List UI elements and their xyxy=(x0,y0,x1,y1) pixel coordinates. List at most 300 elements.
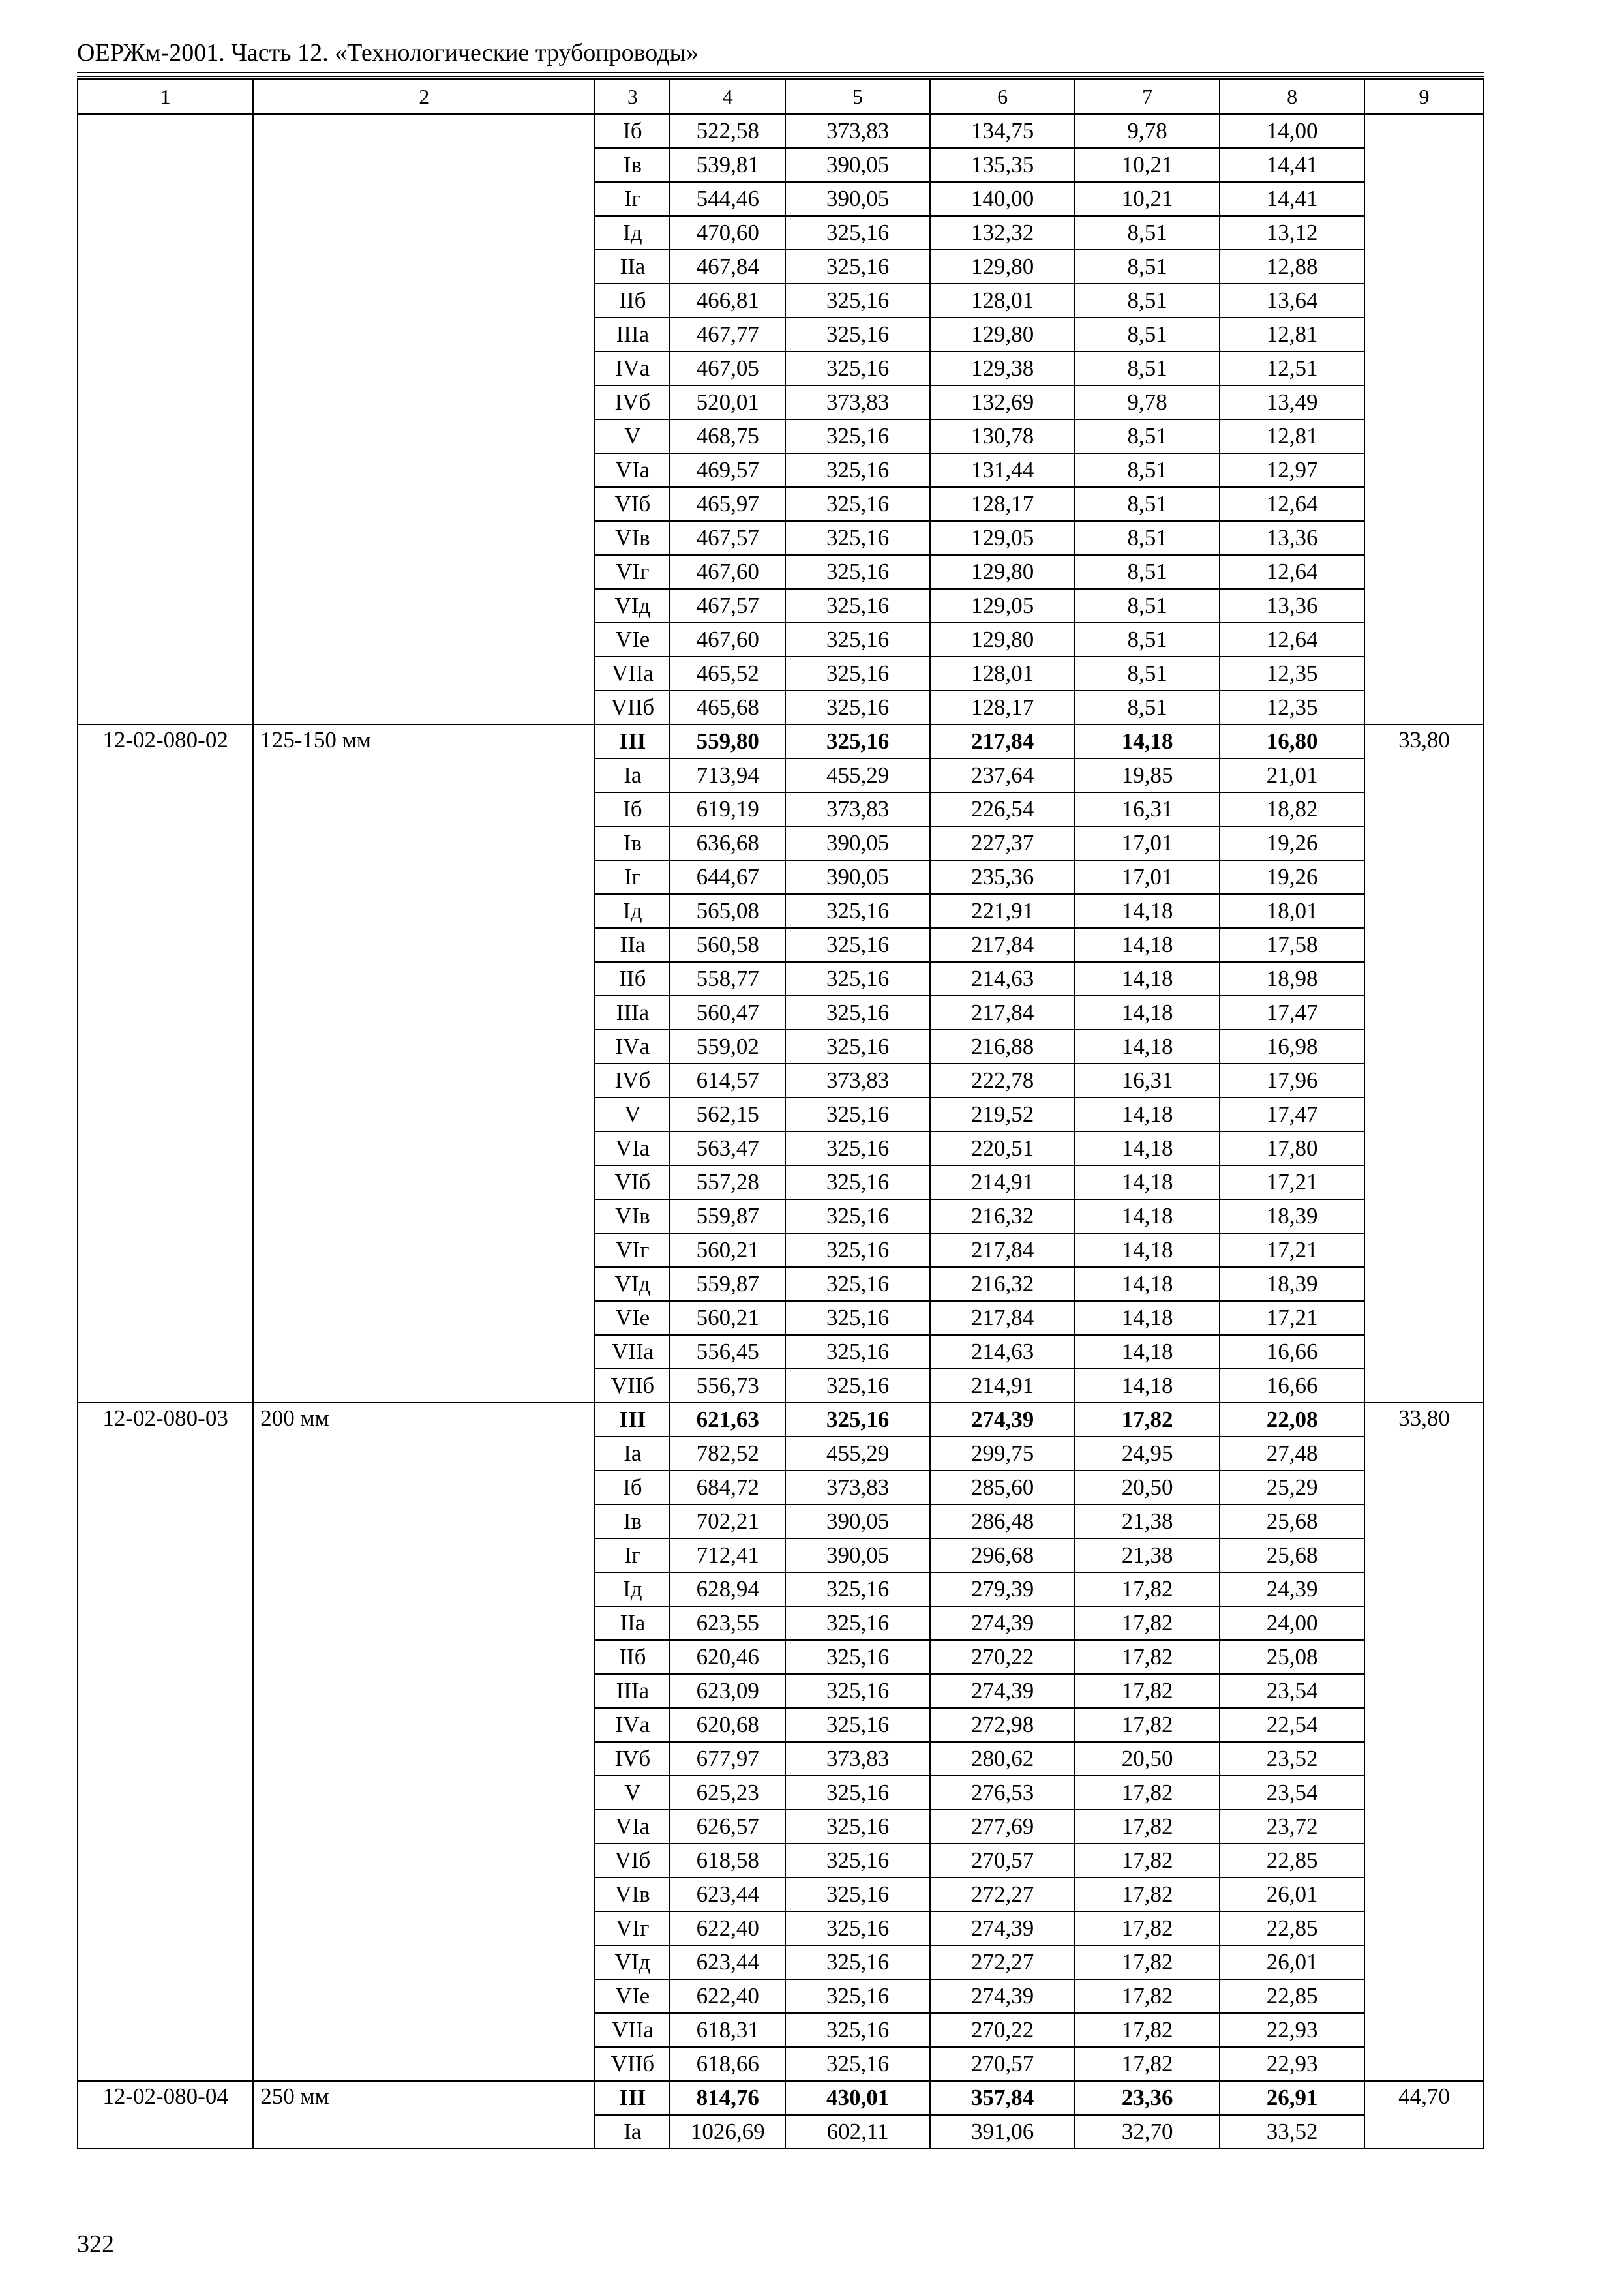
value-cell: 470,60 xyxy=(670,216,785,250)
value-cell: 17,82 xyxy=(1075,1674,1220,1708)
value-cell: 128,01 xyxy=(930,284,1075,318)
value-cell: 17,47 xyxy=(1220,1098,1364,1131)
value-cell: 560,47 xyxy=(670,996,785,1030)
table-row xyxy=(78,725,1484,758)
value-cell: 299,75 xyxy=(930,1437,1075,1471)
zone-cell: IIIа xyxy=(595,996,670,1030)
rate-code xyxy=(78,114,253,725)
value-cell: 132,69 xyxy=(930,385,1075,419)
value-cell: 131,44 xyxy=(930,453,1075,487)
zone-cell: IVа xyxy=(595,352,670,385)
pipe-diameter: 125-150 мм xyxy=(253,725,595,1403)
value-cell: 623,44 xyxy=(670,1878,785,1911)
value-cell: 129,80 xyxy=(930,555,1075,589)
value-cell: 21,38 xyxy=(1075,1504,1220,1538)
value-cell: 390,05 xyxy=(785,860,930,894)
table-row xyxy=(78,2081,1484,2115)
zone-cell: VIд xyxy=(595,1945,670,1979)
column-number: 1 xyxy=(78,79,253,114)
zone-cell: IIб xyxy=(595,1640,670,1674)
value-cell: 17,96 xyxy=(1220,1064,1364,1098)
value-cell: 17,82 xyxy=(1075,1844,1220,1878)
value-cell: 325,16 xyxy=(785,284,930,318)
value-cell: 17,82 xyxy=(1075,1945,1220,1979)
value-cell: 286,48 xyxy=(930,1504,1075,1538)
value-cell: 274,39 xyxy=(930,1979,1075,2013)
value-cell: 625,23 xyxy=(670,1776,785,1810)
value-cell: 562,15 xyxy=(670,1098,785,1131)
value-cell: 14,18 xyxy=(1075,725,1220,758)
zone-cell: IVб xyxy=(595,1742,670,1776)
zone-cell: VIв xyxy=(595,521,670,555)
value-cell: 22,54 xyxy=(1220,1708,1364,1742)
value-cell: 8,51 xyxy=(1075,589,1220,623)
value-cell: 10,21 xyxy=(1075,148,1220,182)
value-cell: 237,64 xyxy=(930,758,1075,792)
value-cell: 14,18 xyxy=(1075,1369,1220,1403)
zone-cell: IIб xyxy=(595,284,670,318)
value-cell: 325,16 xyxy=(785,250,930,284)
value-cell: 522,58 xyxy=(670,114,785,148)
value-cell: 558,77 xyxy=(670,962,785,996)
value-cell: 13,36 xyxy=(1220,521,1364,555)
value-cell: 274,39 xyxy=(930,1403,1075,1437)
value-cell: 14,18 xyxy=(1075,1233,1220,1267)
zone-cell: III xyxy=(595,1403,670,1437)
zone-cell: VIе xyxy=(595,623,670,657)
zone-cell: IIа xyxy=(595,1606,670,1640)
value-cell: 8,51 xyxy=(1075,657,1220,691)
value-cell: 21,38 xyxy=(1075,1538,1220,1572)
value-cell: 33,52 xyxy=(1220,2115,1364,2149)
zone-cell: VIе xyxy=(595,1979,670,2013)
value-cell: 14,18 xyxy=(1075,1199,1220,1233)
value-cell: 702,21 xyxy=(670,1504,785,1538)
zone-cell: VIе xyxy=(595,1301,670,1335)
value-cell: 132,32 xyxy=(930,216,1075,250)
value-cell: 9,78 xyxy=(1075,114,1220,148)
value-cell: 12,35 xyxy=(1220,691,1364,725)
value-cell: 16,80 xyxy=(1220,725,1364,758)
value-cell: 8,51 xyxy=(1075,623,1220,657)
page-number: 322 xyxy=(77,2230,114,2258)
value-cell: 129,80 xyxy=(930,623,1075,657)
value-cell: 25,08 xyxy=(1220,1640,1364,1674)
zone-cell: IIб xyxy=(595,962,670,996)
value-cell: 214,63 xyxy=(930,1335,1075,1369)
value-cell: 325,16 xyxy=(785,725,930,758)
value-cell: 27,48 xyxy=(1220,1437,1364,1471)
zone-cell: Iг xyxy=(595,182,670,216)
value-cell: 134,75 xyxy=(930,114,1075,148)
value-cell: 559,02 xyxy=(670,1030,785,1064)
zone-cell: Iа xyxy=(595,1437,670,1471)
zone-cell: VIд xyxy=(595,1267,670,1301)
value-cell: 14,18 xyxy=(1075,894,1220,928)
pipe-diameter: 200 мм xyxy=(253,1403,595,2081)
value-cell: 214,91 xyxy=(930,1165,1075,1199)
value-cell: 618,58 xyxy=(670,1844,785,1878)
value-cell: 274,39 xyxy=(930,1606,1075,1640)
value-cell: 276,53 xyxy=(930,1776,1075,1810)
zone-cell: Iг xyxy=(595,860,670,894)
value-cell: 23,52 xyxy=(1220,1742,1364,1776)
value-cell: 16,31 xyxy=(1075,1064,1220,1098)
column-number: 4 xyxy=(670,79,785,114)
value-cell: 129,05 xyxy=(930,589,1075,623)
value-cell: 24,39 xyxy=(1220,1572,1364,1606)
zone-cell: IVа xyxy=(595,1708,670,1742)
value-cell: 10,21 xyxy=(1075,182,1220,216)
zone-cell: IIа xyxy=(595,928,670,962)
value-cell: 25,29 xyxy=(1220,1471,1364,1504)
value-cell: 22,08 xyxy=(1220,1403,1364,1437)
value-cell: 469,57 xyxy=(670,453,785,487)
value-cell: 270,22 xyxy=(930,2013,1075,2047)
value-cell: 325,16 xyxy=(785,1131,930,1165)
value-cell: 325,16 xyxy=(785,1911,930,1945)
value-cell: 8,51 xyxy=(1075,555,1220,589)
value-cell: 325,16 xyxy=(785,1267,930,1301)
value-cell: 226,54 xyxy=(930,792,1075,826)
zone-cell: Iа xyxy=(595,2115,670,2149)
value-cell: 23,54 xyxy=(1220,1776,1364,1810)
value-cell: 17,01 xyxy=(1075,826,1220,860)
value-cell: 8,51 xyxy=(1075,216,1220,250)
value-cell: 280,62 xyxy=(930,1742,1075,1776)
value-cell: 325,16 xyxy=(785,1572,930,1606)
value-cell: 17,58 xyxy=(1220,928,1364,962)
column-number: 9 xyxy=(1364,79,1484,114)
value-cell: 12,64 xyxy=(1220,555,1364,589)
value-cell: 467,60 xyxy=(670,555,785,589)
value-cell: 325,16 xyxy=(785,657,930,691)
pipe-diameter xyxy=(253,114,595,725)
value-cell: 23,36 xyxy=(1075,2081,1220,2115)
page-header-title: ОЕРЖм-2001. Часть 12. «Технологические трубопроводы» xyxy=(77,39,699,67)
value-cell: 325,16 xyxy=(785,589,930,623)
value-cell: 559,87 xyxy=(670,1199,785,1233)
value-cell: 9,78 xyxy=(1075,385,1220,419)
value-cell: 390,05 xyxy=(785,826,930,860)
value-cell: 14,18 xyxy=(1075,928,1220,962)
value-cell: 325,16 xyxy=(785,894,930,928)
value-cell: 644,67 xyxy=(670,860,785,894)
value-cell: 17,82 xyxy=(1075,1708,1220,1742)
value-cell: 455,29 xyxy=(785,758,930,792)
value-cell: 325,16 xyxy=(785,623,930,657)
value-cell: 279,39 xyxy=(930,1572,1075,1606)
value-cell: 602,11 xyxy=(785,2115,930,2149)
value-cell: 217,84 xyxy=(930,1233,1075,1267)
value-cell: 373,83 xyxy=(785,1742,930,1776)
value-cell: 18,39 xyxy=(1220,1199,1364,1233)
value-cell: 465,68 xyxy=(670,691,785,725)
value-cell: 325,16 xyxy=(785,1945,930,1979)
zone-cell: VIв xyxy=(595,1878,670,1911)
zone-cell: VIIа xyxy=(595,1335,670,1369)
value-cell: 270,57 xyxy=(930,1844,1075,1878)
value-cell: 25,68 xyxy=(1220,1504,1364,1538)
value-cell: 622,40 xyxy=(670,1979,785,2013)
zone-cell: Iб xyxy=(595,114,670,148)
value-cell: 8,51 xyxy=(1075,250,1220,284)
value-cell: 23,72 xyxy=(1220,1810,1364,1844)
value-cell: 684,72 xyxy=(670,1471,785,1504)
zone-cell: IVб xyxy=(595,385,670,419)
value-cell: 455,29 xyxy=(785,1437,930,1471)
value-cell: 18,39 xyxy=(1220,1267,1364,1301)
value-cell: 272,27 xyxy=(930,1878,1075,1911)
value-cell: 17,82 xyxy=(1075,1979,1220,2013)
zone-cell: VIIб xyxy=(595,691,670,725)
value-cell: 227,37 xyxy=(930,826,1075,860)
value-cell: 325,16 xyxy=(785,1844,930,1878)
value-cell: 373,83 xyxy=(785,114,930,148)
value-cell: 270,57 xyxy=(930,2047,1075,2081)
value-cell: 18,98 xyxy=(1220,962,1364,996)
value-cell: 618,31 xyxy=(670,2013,785,2047)
value-cell: 22,85 xyxy=(1220,1979,1364,2013)
value-cell: 14,18 xyxy=(1075,1131,1220,1165)
value-cell: 373,83 xyxy=(785,1471,930,1504)
value-cell: 26,01 xyxy=(1220,1878,1364,1911)
value-cell: 636,68 xyxy=(670,826,785,860)
value-cell: 17,82 xyxy=(1075,1776,1220,1810)
zone-cell: Iа xyxy=(595,758,670,792)
zone-cell: VIг xyxy=(595,555,670,589)
value-cell: 17,21 xyxy=(1220,1301,1364,1335)
value-cell: 622,40 xyxy=(670,1911,785,1945)
value-cell: 557,28 xyxy=(670,1165,785,1199)
value-cell: 325,16 xyxy=(785,216,930,250)
column-number: 2 xyxy=(253,79,595,114)
value-cell: 390,05 xyxy=(785,148,930,182)
value-cell: 274,39 xyxy=(930,1911,1075,1945)
value-cell: 373,83 xyxy=(785,1064,930,1098)
zone-cell: VIIб xyxy=(595,1369,670,1403)
value-cell: 19,26 xyxy=(1220,826,1364,860)
value-cell: 19,85 xyxy=(1075,758,1220,792)
value-cell: 14,18 xyxy=(1075,996,1220,1030)
value-cell: 14,41 xyxy=(1220,148,1364,182)
value-cell: 13,64 xyxy=(1220,284,1364,318)
value-cell: 128,01 xyxy=(930,657,1075,691)
value-cell: 467,57 xyxy=(670,521,785,555)
value-cell: 22,93 xyxy=(1220,2013,1364,2047)
value-cell: 12,51 xyxy=(1220,352,1364,385)
column-number-row xyxy=(78,79,1484,114)
value-cell: 17,82 xyxy=(1075,1572,1220,1606)
value-cell: 14,41 xyxy=(1220,182,1364,216)
zone-cell: IIIа xyxy=(595,1674,670,1708)
value-cell: 23,54 xyxy=(1220,1674,1364,1708)
zone-cell: V xyxy=(595,1098,670,1131)
value-cell: 17,82 xyxy=(1075,1911,1220,1945)
value-cell: 17,21 xyxy=(1220,1233,1364,1267)
zone-cell: Iб xyxy=(595,792,670,826)
value-cell: 16,31 xyxy=(1075,792,1220,826)
value-cell: 12,88 xyxy=(1220,250,1364,284)
value-cell: 216,32 xyxy=(930,1267,1075,1301)
value-cell: 14,00 xyxy=(1220,114,1364,148)
value-cell: 467,05 xyxy=(670,352,785,385)
value-cell: 25,68 xyxy=(1220,1538,1364,1572)
header-rule xyxy=(77,76,1484,77)
value-cell: 623,55 xyxy=(670,1606,785,1640)
value-cell: 130,78 xyxy=(930,419,1075,453)
value-cell: 390,05 xyxy=(785,182,930,216)
value-cell: 430,01 xyxy=(785,2081,930,2115)
value-cell: 216,32 xyxy=(930,1199,1075,1233)
value-cell: 467,57 xyxy=(670,589,785,623)
rate-code: 12-02-080-04 xyxy=(78,2081,253,2149)
value-cell: 466,81 xyxy=(670,284,785,318)
value-cell: 129,80 xyxy=(930,318,1075,352)
value-cell: 22,93 xyxy=(1220,2047,1364,2081)
value-cell: 12,81 xyxy=(1220,419,1364,453)
value-cell: 235,36 xyxy=(930,860,1075,894)
value-cell: 272,27 xyxy=(930,1945,1075,1979)
value-cell: 325,16 xyxy=(785,1199,930,1233)
value-cell: 217,84 xyxy=(930,725,1075,758)
zone-cell: VIб xyxy=(595,1844,670,1878)
value-cell: 22,85 xyxy=(1220,1844,1364,1878)
value-cell: 614,57 xyxy=(670,1064,785,1098)
value-cell: 8,51 xyxy=(1075,284,1220,318)
zone-cell: III xyxy=(595,725,670,758)
value-cell: 129,05 xyxy=(930,521,1075,555)
value-cell: 712,41 xyxy=(670,1538,785,1572)
value-cell: 22,85 xyxy=(1220,1911,1364,1945)
value-cell: 556,73 xyxy=(670,1369,785,1403)
value-cell: 14,18 xyxy=(1075,1301,1220,1335)
value-cell: 620,46 xyxy=(670,1640,785,1674)
value-cell: 285,60 xyxy=(930,1471,1075,1504)
value-cell: 628,94 xyxy=(670,1572,785,1606)
value-cell: 325,16 xyxy=(785,1640,930,1674)
rate-code: 12-02-080-02 xyxy=(78,725,253,1403)
value-cell: 556,45 xyxy=(670,1335,785,1369)
pipe-diameter: 250 мм xyxy=(253,2081,595,2149)
zone-cell: V xyxy=(595,419,670,453)
value-cell: 325,16 xyxy=(785,1810,930,1844)
value-cell: 713,94 xyxy=(670,758,785,792)
value-cell: 277,69 xyxy=(930,1810,1075,1844)
value-cell: 17,82 xyxy=(1075,1878,1220,1911)
value-cell: 222,78 xyxy=(930,1064,1075,1098)
value-cell: 325,16 xyxy=(785,352,930,385)
value-cell: 14,18 xyxy=(1075,1098,1220,1131)
value-cell: 559,80 xyxy=(670,725,785,758)
column-number: 8 xyxy=(1220,79,1364,114)
value-cell: 325,16 xyxy=(785,928,930,962)
value-cell: 465,52 xyxy=(670,657,785,691)
zone-cell: IIа xyxy=(595,250,670,284)
value-cell: 390,05 xyxy=(785,1504,930,1538)
value-cell: 16,98 xyxy=(1220,1030,1364,1064)
value-cell: 560,58 xyxy=(670,928,785,962)
value-cell: 24,00 xyxy=(1220,1606,1364,1640)
value-cell: 214,91 xyxy=(930,1369,1075,1403)
value-cell: 677,97 xyxy=(670,1742,785,1776)
value-cell: 559,87 xyxy=(670,1267,785,1301)
value-cell: 220,51 xyxy=(930,1131,1075,1165)
value-cell: 17,21 xyxy=(1220,1165,1364,1199)
value-cell: 8,51 xyxy=(1075,487,1220,521)
value-cell: 18,82 xyxy=(1220,792,1364,826)
zone-cell: VIв xyxy=(595,1199,670,1233)
value-cell: 520,01 xyxy=(670,385,785,419)
price-table xyxy=(77,78,1484,2149)
value-cell: 14,18 xyxy=(1075,1267,1220,1301)
value-cell: 14,18 xyxy=(1075,1030,1220,1064)
value-cell: 467,84 xyxy=(670,250,785,284)
table-row xyxy=(78,114,1484,148)
value-cell: 8,51 xyxy=(1075,453,1220,487)
zone-cell: Iд xyxy=(595,1572,670,1606)
value-cell: 24,95 xyxy=(1075,1437,1220,1471)
table-body xyxy=(78,79,1484,2149)
value-cell: 14,18 xyxy=(1075,1335,1220,1369)
value-cell: 13,49 xyxy=(1220,385,1364,419)
value-cell: 391,06 xyxy=(930,2115,1075,2149)
value-cell: 560,21 xyxy=(670,1233,785,1267)
value-cell: 26,91 xyxy=(1220,2081,1364,2115)
value-cell: 217,84 xyxy=(930,928,1075,962)
value-cell: 565,08 xyxy=(670,894,785,928)
zone-cell: VIг xyxy=(595,1911,670,1945)
zone-cell: VIIа xyxy=(595,2013,670,2047)
column-9-value xyxy=(1364,114,1484,725)
zone-cell: Iд xyxy=(595,894,670,928)
value-cell: 128,17 xyxy=(930,691,1075,725)
value-cell: 467,60 xyxy=(670,623,785,657)
value-cell: 18,01 xyxy=(1220,894,1364,928)
column-number: 7 xyxy=(1075,79,1220,114)
zone-cell: Iг xyxy=(595,1538,670,1572)
value-cell: 17,82 xyxy=(1075,1606,1220,1640)
value-cell: 325,16 xyxy=(785,555,930,589)
zone-cell: IVб xyxy=(595,1064,670,1098)
value-cell: 17,82 xyxy=(1075,2013,1220,2047)
value-cell: 17,47 xyxy=(1220,996,1364,1030)
value-cell: 357,84 xyxy=(930,2081,1075,2115)
zone-cell: IVа xyxy=(595,1030,670,1064)
value-cell: 20,50 xyxy=(1075,1742,1220,1776)
value-cell: 325,16 xyxy=(785,1979,930,2013)
value-cell: 563,47 xyxy=(670,1131,785,1165)
value-cell: 325,16 xyxy=(785,419,930,453)
value-cell: 325,16 xyxy=(785,691,930,725)
value-cell: 325,16 xyxy=(785,453,930,487)
value-cell: 544,46 xyxy=(670,182,785,216)
value-cell: 140,00 xyxy=(930,182,1075,216)
value-cell: 8,51 xyxy=(1075,691,1220,725)
value-cell: 14,18 xyxy=(1075,962,1220,996)
value-cell: 325,16 xyxy=(785,521,930,555)
value-cell: 16,66 xyxy=(1220,1369,1364,1403)
zone-cell: VIб xyxy=(595,1165,670,1199)
value-cell: 217,84 xyxy=(930,996,1075,1030)
value-cell: 129,38 xyxy=(930,352,1075,385)
value-cell: 129,80 xyxy=(930,250,1075,284)
value-cell: 325,16 xyxy=(785,2013,930,2047)
value-cell: 17,82 xyxy=(1075,1403,1220,1437)
value-cell: 17,82 xyxy=(1075,2047,1220,2081)
value-cell: 270,22 xyxy=(930,1640,1075,1674)
table-row xyxy=(78,1403,1484,1437)
